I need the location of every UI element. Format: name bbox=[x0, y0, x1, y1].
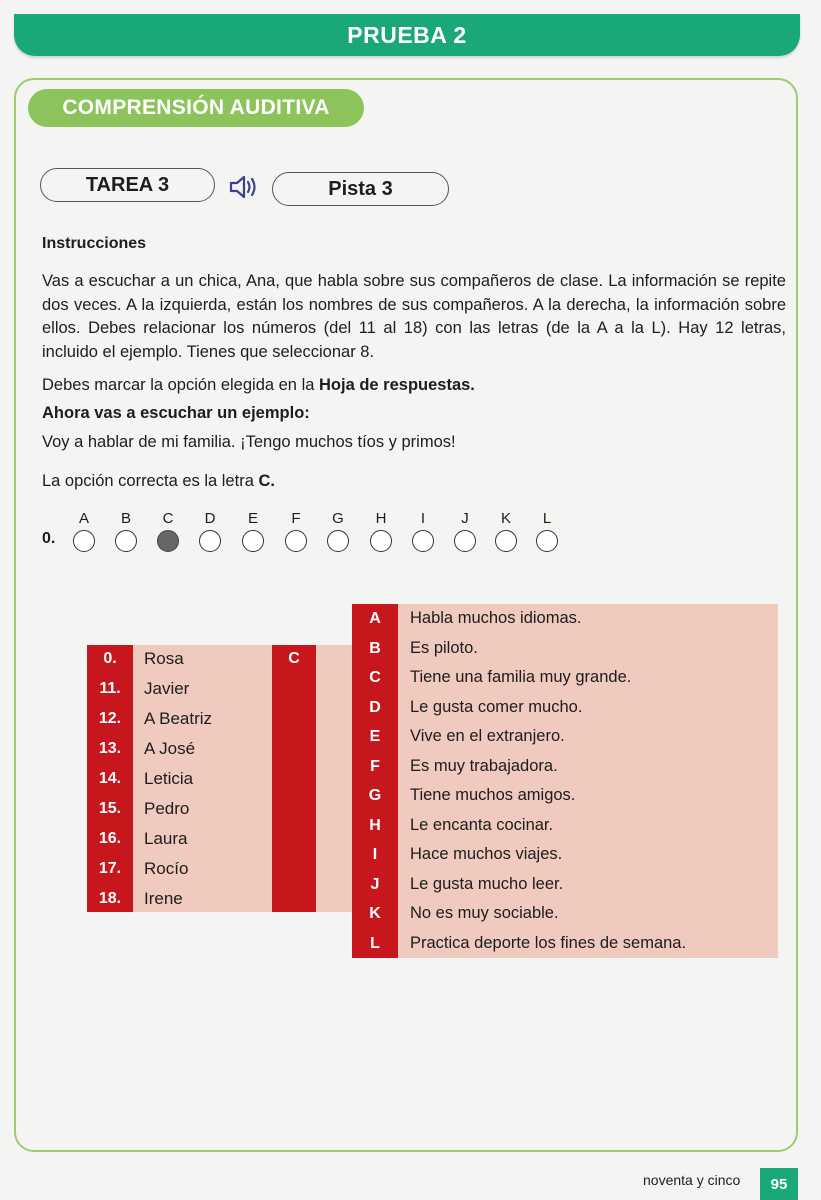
option-circle[interactable] bbox=[285, 530, 307, 552]
student-name: A Beatriz bbox=[144, 709, 213, 728]
track-label[interactable]: Pista 3 bbox=[272, 172, 449, 206]
name-row bbox=[87, 794, 360, 824]
option-letter: C bbox=[162, 510, 174, 527]
task-label: TAREA 3 bbox=[40, 168, 215, 202]
option-circle[interactable] bbox=[536, 530, 558, 552]
statement-row bbox=[352, 781, 778, 811]
option-g[interactable] bbox=[325, 510, 351, 552]
student-name: Javier bbox=[144, 679, 190, 698]
option-l[interactable] bbox=[534, 510, 560, 552]
option-circle[interactable] bbox=[73, 530, 95, 552]
item-number: 13. bbox=[98, 740, 122, 757]
statement-letter: G bbox=[368, 787, 382, 804]
section-title: COMPRENSIÓN AUDITIVA bbox=[28, 89, 364, 127]
option-i[interactable] bbox=[410, 510, 436, 552]
option-letter: H bbox=[375, 510, 387, 527]
option-letter: J bbox=[461, 510, 469, 527]
option-j[interactable] bbox=[452, 510, 478, 552]
name-row bbox=[87, 884, 360, 914]
example-heading: Ahora vas a escuchar un ejemplo: bbox=[42, 404, 310, 422]
option-a[interactable] bbox=[71, 510, 97, 552]
statement-text: Habla muchos idiomas. bbox=[410, 609, 582, 627]
option-letter: B bbox=[120, 510, 131, 527]
page-number-words: noventa y cinco bbox=[643, 1172, 741, 1188]
option-letter: I bbox=[420, 510, 426, 527]
statement-letter: A bbox=[369, 610, 381, 627]
option-circle[interactable] bbox=[495, 530, 517, 552]
option-letter: A bbox=[78, 510, 89, 527]
option-f[interactable] bbox=[283, 510, 309, 552]
item-number: 18. bbox=[98, 890, 122, 907]
name-row bbox=[87, 704, 360, 734]
statement-text: Es piloto. bbox=[410, 638, 478, 657]
option-circle[interactable] bbox=[115, 530, 137, 552]
option-e[interactable] bbox=[240, 510, 266, 552]
instructions-title: Instrucciones bbox=[42, 235, 147, 252]
name-row bbox=[87, 764, 360, 794]
name-row bbox=[87, 734, 360, 764]
page-number: 95 bbox=[760, 1168, 798, 1200]
student-name: Irene bbox=[144, 889, 183, 908]
statement-row bbox=[352, 870, 778, 900]
statement-letter: K bbox=[369, 905, 381, 922]
option-letter: K bbox=[500, 510, 511, 527]
option-circle[interactable] bbox=[242, 530, 264, 552]
option-c[interactable] bbox=[155, 510, 181, 552]
option-d[interactable] bbox=[197, 510, 223, 552]
option-letter: D bbox=[204, 510, 216, 527]
statement-text: Le encanta cocinar. bbox=[410, 815, 554, 834]
name-row bbox=[87, 674, 360, 704]
statement-letter: H bbox=[369, 816, 381, 834]
student-name: Rosa bbox=[144, 649, 184, 668]
statement-row bbox=[352, 663, 778, 693]
correct-letter: C. bbox=[258, 472, 275, 490]
statement-letter: E bbox=[369, 728, 381, 745]
option-circle[interactable] bbox=[327, 530, 349, 552]
mark-prefix: Debes marcar la opción elegida en la bbox=[42, 376, 319, 394]
item-number: 11. bbox=[99, 680, 121, 697]
statement-text: No es muy sociable. bbox=[410, 904, 559, 922]
option-circle[interactable] bbox=[412, 530, 434, 552]
option-letter: F bbox=[291, 510, 301, 527]
statement-row bbox=[352, 634, 778, 664]
statement-text: Hace muchos viajes. bbox=[410, 845, 563, 863]
option-circle[interactable] bbox=[370, 530, 392, 552]
student-name: A José bbox=[144, 739, 196, 758]
option-b[interactable] bbox=[113, 510, 139, 552]
student-name: Leticia bbox=[144, 769, 194, 788]
statement-text: Le gusta comer mucho. bbox=[410, 697, 583, 716]
statement-text: Tiene muchos amigos. bbox=[410, 786, 576, 804]
item-number: 0. bbox=[103, 650, 117, 667]
statement-letter: B bbox=[369, 639, 381, 657]
item-number: 14. bbox=[98, 770, 122, 787]
option-circle[interactable] bbox=[454, 530, 476, 552]
statement-text: Practica deporte los fines de semana. bbox=[410, 933, 687, 952]
statement-letter: C bbox=[369, 669, 381, 686]
statement-letter: D bbox=[369, 698, 381, 716]
instructions-body: Vas a escuchar a un chica, Ana, que habla sobre sus compañeros de clase. La información se repite dos veces. A la izquierda, están los nombres de sus compañeros. A la derecha, la información sobre ellos. Debes relacionar los números (del 11 al 18) con las letras (de la A a la L). Hay 12 letras, incluido el ejemplo. Tienes que seleccionar 8. bbox=[42, 272, 786, 361]
correct-answer-line bbox=[42, 472, 275, 491]
name-row bbox=[87, 854, 360, 884]
correct-prefix: La opción correcta es la letra bbox=[42, 472, 259, 490]
example-text: Voy a hablar de mi familia. ¡Tengo muchos tíos y primos! bbox=[42, 433, 456, 451]
option-circle[interactable] bbox=[157, 530, 179, 552]
option-h[interactable] bbox=[368, 510, 394, 552]
statement-row bbox=[352, 693, 778, 723]
student-name: Rocío bbox=[144, 859, 189, 878]
statement-text: Le gusta mucho leer. bbox=[410, 874, 564, 893]
item-number: 15. bbox=[98, 800, 122, 817]
statement-row bbox=[352, 899, 778, 929]
statement-letter: J bbox=[370, 875, 380, 893]
option-letter: L bbox=[542, 510, 552, 527]
answer-sheet-name: Hoja de respuestas. bbox=[319, 376, 475, 394]
option-letter: G bbox=[332, 510, 344, 527]
option-circle[interactable] bbox=[199, 530, 221, 552]
student-name: Laura bbox=[144, 829, 188, 848]
option-letter: E bbox=[247, 510, 258, 527]
item-number: 17. bbox=[98, 860, 122, 877]
item-number: 12. bbox=[98, 710, 122, 727]
item-number: 16. bbox=[98, 830, 122, 847]
statement-row bbox=[352, 722, 778, 752]
statement-letter: F bbox=[370, 757, 380, 775]
answer-cell[interactable]: C bbox=[288, 650, 300, 667]
statement-row bbox=[352, 840, 778, 870]
option-k[interactable] bbox=[493, 510, 519, 552]
statement-row bbox=[352, 811, 778, 841]
statement-text: Tiene una familia muy grande. bbox=[410, 668, 632, 686]
speaker-icon[interactable] bbox=[228, 173, 260, 201]
statement-row bbox=[352, 604, 778, 634]
student-name: Pedro bbox=[144, 799, 190, 818]
statement-text: Es muy trabajadora. bbox=[410, 756, 558, 775]
statement-letter: I bbox=[372, 846, 378, 863]
statement-letter: L bbox=[370, 934, 380, 952]
name-row bbox=[87, 644, 360, 674]
name-row bbox=[87, 824, 360, 854]
example-number: 0. bbox=[42, 530, 56, 547]
mark-instruction bbox=[42, 376, 475, 395]
test-header: PRUEBA 2 bbox=[14, 14, 800, 56]
statement-text: Vive en el extranjero. bbox=[410, 727, 565, 745]
statement-row bbox=[352, 752, 778, 782]
statement-row bbox=[352, 929, 778, 959]
